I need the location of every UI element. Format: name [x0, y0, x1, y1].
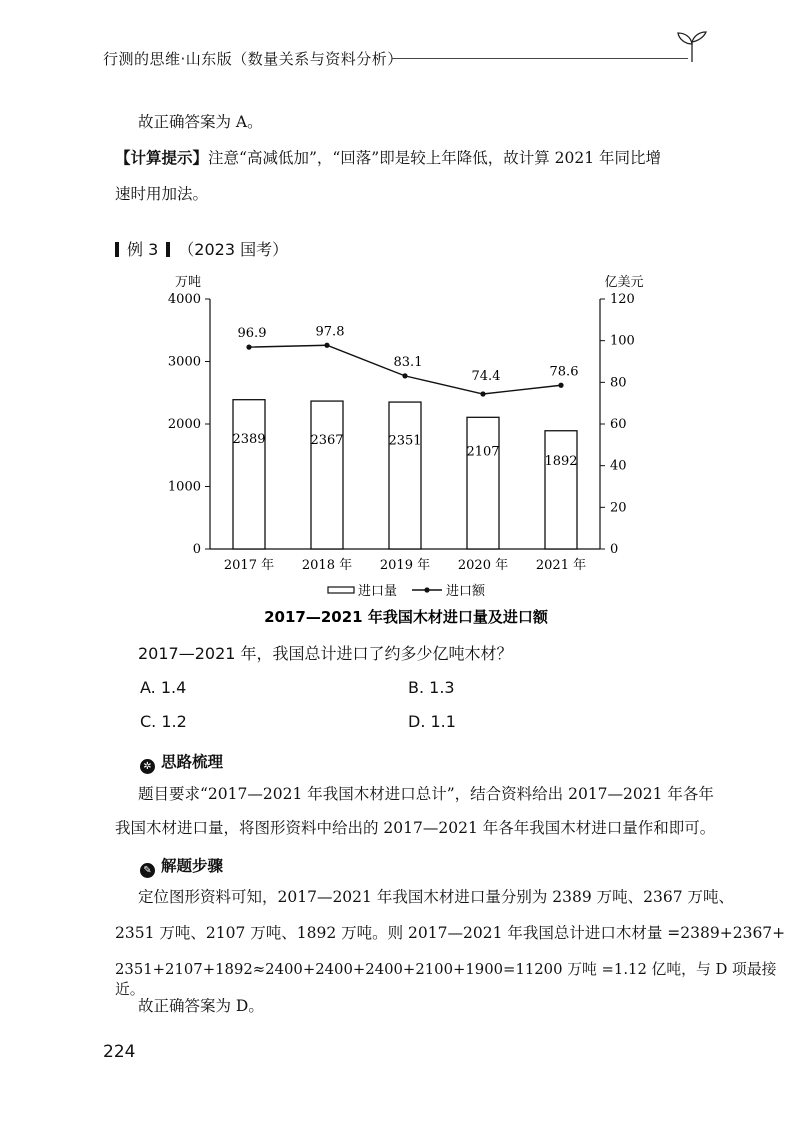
right-tick-label: 80 — [610, 375, 627, 391]
option-d: D. 1.1 — [408, 712, 456, 731]
import-volume-bar — [389, 402, 421, 549]
gear-icon: ✲ — [140, 759, 155, 774]
solution-line-2: 2351 万吨、2107 万吨、1892 万吨。则 2017—2021 年我国总计进口木材量 =2389+2367+ — [115, 924, 786, 942]
import-volume-bar — [311, 401, 343, 549]
previous-answer: 故正确答案为 A。 — [138, 113, 263, 131]
right-tick-label: 20 — [610, 500, 627, 516]
right-tick-label: 40 — [610, 458, 627, 474]
example-source: （2023 国考） — [178, 240, 289, 259]
line-value-label: 74.4 — [471, 369, 501, 384]
left-tick-label: 0 — [192, 542, 201, 557]
line-value-label: 96.9 — [237, 326, 267, 342]
sprout-icon — [672, 30, 712, 64]
thinking-line-1: 题目要求“2017—2021 年我国木材进口总计”，结合资料给出 2017—2021 年各年 — [138, 785, 714, 803]
right-tick-label: 0 — [610, 542, 619, 557]
option-a: A. 1.4 — [140, 678, 187, 697]
right-tick-label: 120 — [610, 292, 635, 307]
question-text: 2017—2021 年，我国总计进口了约多少亿吨木材？ — [138, 644, 513, 663]
bar-value-label: 2351 — [388, 433, 422, 449]
chart-title: 2017—2021 年我国木材进口量及进口额 — [264, 608, 548, 626]
option-b: B. 1.3 — [408, 678, 455, 697]
left-axis-unit: 万吨 — [174, 275, 202, 290]
bar-value-label: 2389 — [232, 431, 266, 447]
example-marker-left — [115, 242, 119, 257]
line-value-label: 83.1 — [393, 354, 423, 370]
import-value-point — [324, 343, 329, 348]
x-tick-label: 2017 年 — [223, 558, 275, 573]
calc-tip-line-2: 速时用加法。 — [115, 185, 209, 203]
import-value-point — [558, 383, 563, 388]
calc-tip-text-1: 注意“高减低加”，“回落”即是较上年降低，故计算 2021 年同比增 — [208, 149, 662, 167]
right-tick-label: 100 — [610, 333, 635, 349]
left-tick-label: 1000 — [167, 479, 201, 495]
running-header: 行测的思维·山东版（数量关系与资料分析） — [103, 50, 403, 68]
bar-value-label: 2107 — [466, 444, 500, 460]
import-volume-bar — [545, 431, 577, 549]
legend-bar-swatch — [328, 587, 354, 593]
import-chart — [150, 262, 660, 632]
header-rule — [392, 58, 688, 59]
calc-tip-label: 【计算提示】 — [115, 149, 209, 167]
x-tick-label: 2021 年 — [535, 558, 587, 573]
example-heading — [115, 237, 288, 260]
left-tick-label: 3000 — [167, 354, 201, 370]
thinking-line-2: 我国木材进口量，将图形资料中给出的 2017—2021 年各年我国木材进口量作和即可。 — [115, 819, 716, 837]
thinking-title: 思路梳理 — [161, 753, 224, 771]
right-tick-label: 60 — [610, 417, 627, 432]
left-tick-label: 2000 — [167, 417, 201, 432]
legend-line-label: 进口额 — [446, 584, 486, 599]
x-tick-label: 2018 年 — [301, 558, 353, 573]
example-marker-right — [166, 242, 170, 257]
pen-icon: ✎ — [140, 863, 155, 878]
left-tick-label: 4000 — [167, 292, 201, 307]
x-tick-label: 2019 年 — [379, 558, 431, 573]
import-volume-bar — [233, 400, 265, 549]
solution-heading — [140, 854, 223, 878]
option-c: C. 1.2 — [140, 712, 187, 731]
solution-title: 解题步骤 — [161, 857, 224, 875]
bar-value-label: 2367 — [310, 432, 344, 448]
thinking-heading — [140, 750, 223, 774]
final-answer: 故正确答案为 D。 — [138, 997, 264, 1015]
calc-tip-line-1 — [115, 148, 661, 168]
import-volume-bar — [467, 417, 499, 549]
solution-line-1: 定位图形资料可知，2017—2021 年我国木材进口量分别为 2389 万吨、2367 万吨、 — [138, 888, 734, 906]
bar-value-label: 1892 — [544, 454, 578, 470]
import-value-point — [480, 391, 485, 396]
x-tick-label: 2020 年 — [457, 558, 509, 573]
right-axis-unit: 亿美元 — [604, 275, 644, 290]
import-value-point — [402, 373, 407, 378]
line-value-label: 78.6 — [549, 364, 579, 380]
legend-line-marker — [424, 587, 429, 592]
import-value-point — [246, 345, 251, 350]
example-label: 例 3 — [127, 240, 159, 259]
solution-line-3: 2351+2107+1892≈2400+2400+2400+2100+1900=11200 万吨 =1.12 亿吨，与 D 项最接近。 — [115, 961, 777, 998]
legend-bar-label: 进口量 — [358, 584, 398, 599]
page-number: 224 — [103, 1042, 136, 1062]
line-value-label: 97.8 — [315, 324, 345, 340]
